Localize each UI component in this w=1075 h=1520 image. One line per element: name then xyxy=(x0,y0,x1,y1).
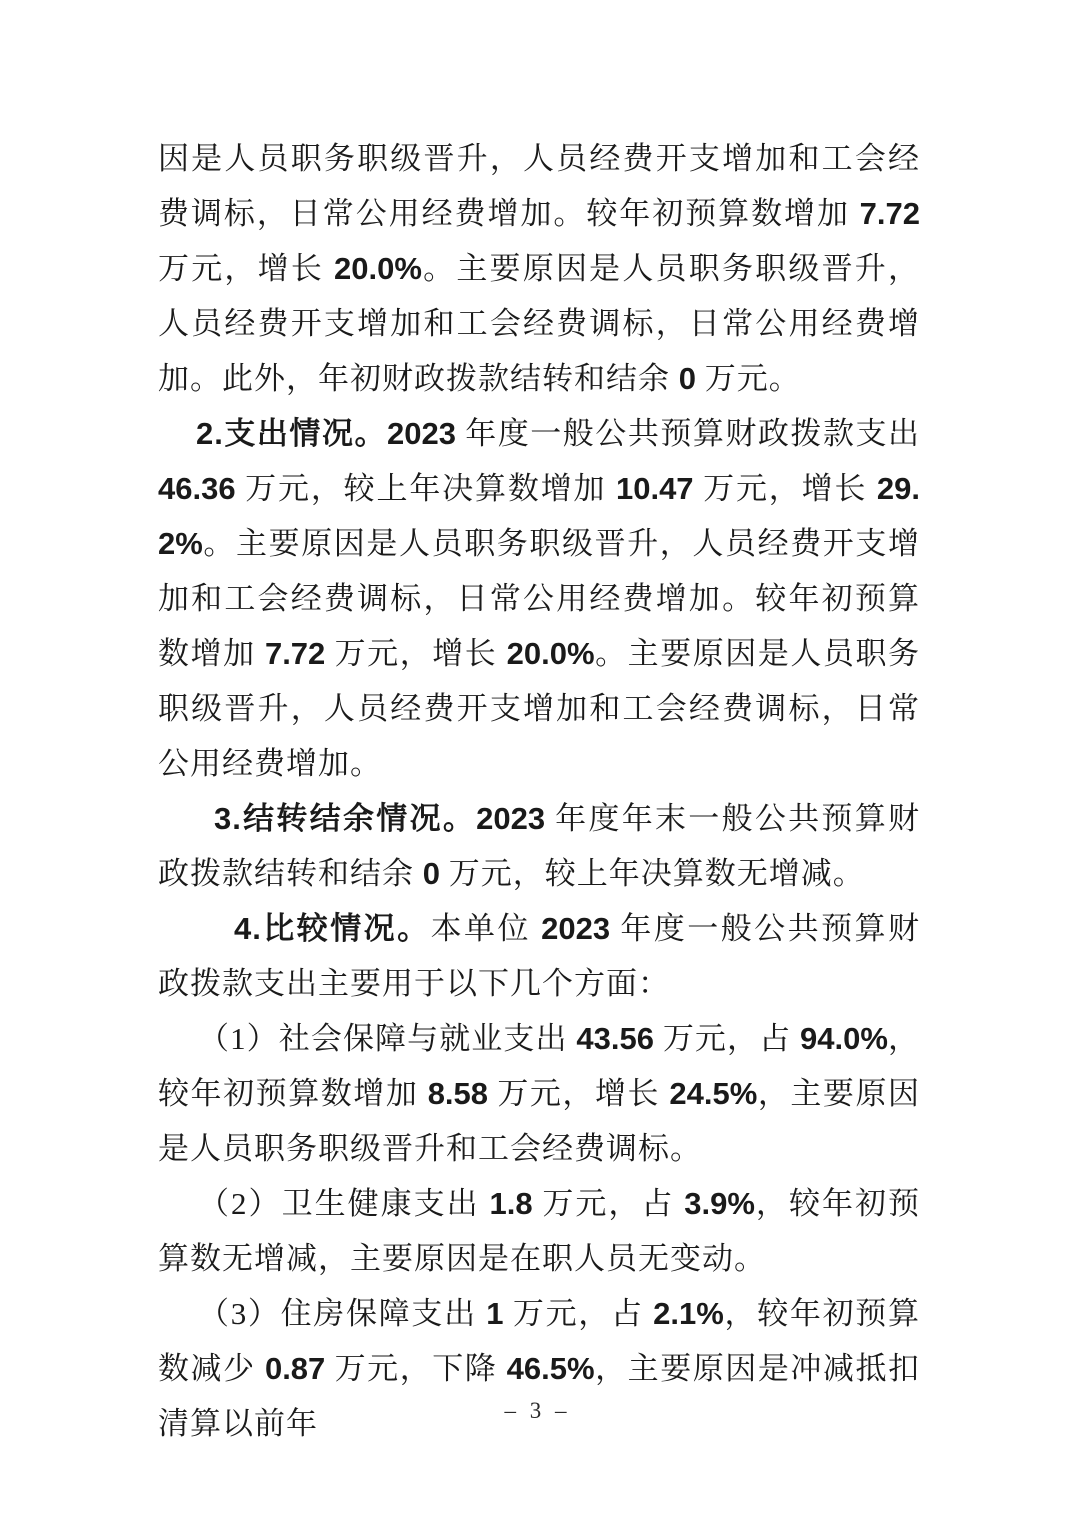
text-run: 年度一般公共预算财政拨款支出 xyxy=(455,416,929,451)
para-item-2-health xyxy=(158,1176,920,1286)
text-run: 年度一般公共预算财政拨款支出主要用于以下几个方面： xyxy=(158,911,920,1001)
text-run: 本单位 xyxy=(430,911,542,946)
number-run: 46.5% xyxy=(506,1351,595,1386)
number-run: 7.72 xyxy=(264,636,326,671)
number-run: 0 xyxy=(422,856,440,891)
text-run: （1）社会保障与就业支出 xyxy=(198,1021,577,1056)
text-run: 。主要原因是人员职务职级晋升，人员经费开支增加和工会经费调标，日常公用经费增加。此外，年初财政拨款结转和结余 xyxy=(158,251,921,396)
number-run: 20.0% xyxy=(334,251,422,286)
number-run: 1 xyxy=(486,1296,504,1331)
text-run: （2）卫生健康支出 xyxy=(198,1186,490,1221)
number-run: 8.58 xyxy=(427,1076,489,1111)
number-run: 2023 xyxy=(476,801,546,836)
para-income-continuation xyxy=(158,131,929,406)
number-run: 0.87 xyxy=(264,1351,326,1386)
para-item-1-social-security xyxy=(158,1011,920,1176)
page-number: – 3 – xyxy=(504,1398,571,1423)
document-body xyxy=(158,131,929,1451)
number-run: 2023 xyxy=(541,911,611,946)
number-run: 3.9% xyxy=(684,1186,755,1221)
text-run: 万元，增长 xyxy=(325,636,507,671)
text-run: ，主要原因是冲减抵扣清算以前年 xyxy=(158,1351,921,1441)
number-run: 43.56 xyxy=(576,1021,654,1056)
text-run: 万元，增长 xyxy=(488,1076,670,1111)
text-run: 万元，占 xyxy=(653,1021,801,1056)
text-run: 万元，下降 xyxy=(325,1351,507,1386)
text-run: 万元，较上年决算数增加 xyxy=(235,471,616,506)
number-run: 0 xyxy=(678,361,696,396)
number-run: 20.0% xyxy=(506,636,595,671)
text-run: 。主要原因是人员职务职级晋升，人员经费开支增加和工会经费调标，日常公用经费增加。较年初预算数增加 xyxy=(158,526,920,671)
text-run: 万元，增长 xyxy=(693,471,877,506)
number-run: 46.36 xyxy=(158,471,236,506)
number-run: 10.47 xyxy=(615,471,694,506)
number-run: 2023 xyxy=(386,416,456,451)
text-run: 。主要原因是人员职务职级晋升，人员经费开支增加和工会经费调标，日常公用经费增加。 xyxy=(158,636,921,781)
text-run: ，主要原因是人员职务职级晋升和工会经费调标。 xyxy=(158,1076,921,1166)
para-item-3-housing xyxy=(158,1286,920,1451)
text-run: 万元。 xyxy=(696,361,801,396)
number-run: 24.5% xyxy=(669,1076,758,1111)
text-run: ，较年初预算数增加 xyxy=(158,1021,921,1111)
number-run: 94.0% xyxy=(800,1021,888,1056)
para-carryover xyxy=(158,791,920,901)
text-run: 因是人员职务职级晋升，人员经费开支增加和工会经费调标，日常公用经费增加。较年初预算数增加 xyxy=(158,141,920,231)
number-run: 7.72 xyxy=(859,196,920,231)
text-run: 万元，占 xyxy=(532,1186,685,1221)
text-run: ，较年初预算数无增减，主要原因是在职人员无变动。 xyxy=(158,1186,921,1276)
para-expenditure xyxy=(158,406,929,791)
section-heading-run: 4.比较情况。 xyxy=(234,911,431,946)
number-run: 2.1% xyxy=(653,1296,724,1331)
section-heading-run: 2.支出情况。 xyxy=(196,416,387,451)
number-run: 1.8 xyxy=(489,1186,533,1221)
text-run: 万元，增长 xyxy=(158,196,929,286)
text-run: 万元，占 xyxy=(503,1296,654,1331)
section-heading-run: 3.结转结余情况。 xyxy=(214,801,477,836)
text-run: 万元，较上年决算数无增减。 xyxy=(440,856,865,891)
para-comparison xyxy=(158,901,920,1011)
text-run: 年度年末一般公共预算财政拨款结转和结余 xyxy=(158,801,920,891)
text-run: ，较年初预算数减少 xyxy=(158,1296,921,1386)
number-run: 29.2% xyxy=(158,471,921,561)
text-run: （3）住房保障支出 xyxy=(198,1296,487,1331)
